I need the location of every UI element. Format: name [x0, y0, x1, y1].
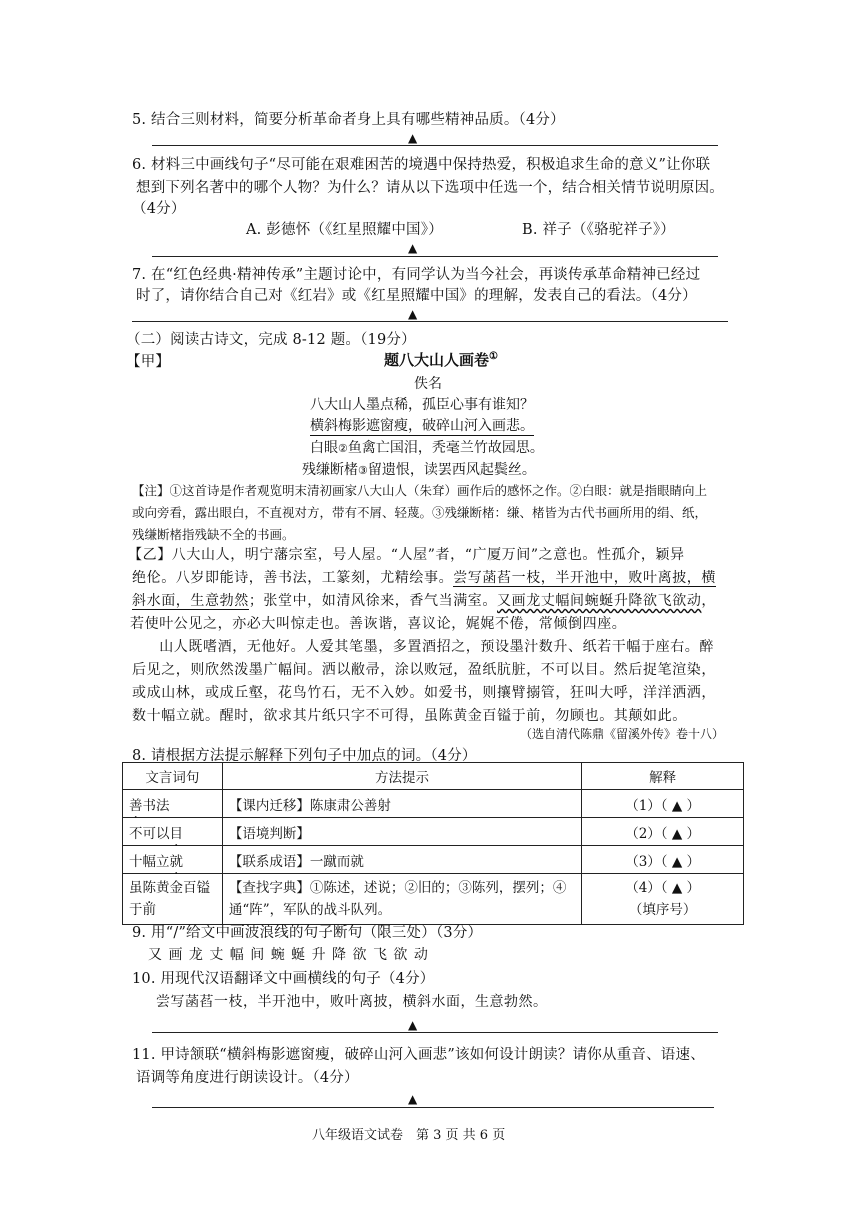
prose-text: ；张堂中，如清风徐来，香气当满室。: [248, 593, 498, 609]
question-6-line3: （4分）: [132, 201, 186, 217]
answer-marker: ▲: [408, 241, 418, 255]
prose-line-6: 后见之，则欣然泼墨广幅间。洒以敝帚，涂以败冠，盈纸肮脏，不可以目。然后捉笔渲染，: [132, 662, 716, 678]
poem-line-2: 横斜梅影遮窗瘦，破碎山河入画悲。: [310, 415, 534, 436]
prose-line-2: [132, 567, 716, 590]
poem-author: 佚名: [414, 376, 442, 392]
q8-table: [122, 762, 744, 925]
table-header: 方法提示: [222, 763, 581, 790]
question-9: 9. 用“/”给文中画波浪线的句子断句（限三处）（3分）: [132, 925, 483, 941]
phrase-text: 不可以: [129, 825, 170, 842]
table-row: [123, 874, 744, 925]
prose-line-5: 山人既嗜酒，无他好。人爱其笔墨，多置酒招之，预设墨汁数升、纸若干幅于座右。醉: [130, 639, 714, 655]
poem-line-4: [302, 459, 536, 479]
hint-cell: 【语境判断】: [222, 818, 581, 846]
table-row: [123, 790, 744, 818]
prose-line-1: 【乙】八大山人，明宁藩宗室，号人屋。“人屋”者，“广厦万间”之意也。性孤介，颖异: [128, 547, 685, 563]
answer-cell-1[interactable]: （1）（ ▲ ）: [582, 790, 744, 818]
phrase-text: 十幅立: [129, 853, 170, 870]
question-11-line2: 语调等角度进行朗读设计。（4分）: [136, 1070, 359, 1086]
poem-line-3: [310, 437, 544, 457]
question-10: 10. 用现代汉语翻译文中画横线的句子（4分）: [132, 971, 435, 987]
answer-cell-4[interactable]: [582, 874, 744, 925]
option-a: A. 彭德怀（《红星照耀中国》）: [246, 222, 443, 238]
underlined-sentence: 斜水面，生意勃然: [132, 593, 249, 609]
dotted-word: 目: [169, 825, 183, 842]
section-heading: （二）阅读古诗文，完成 8-12 题。（19分）: [126, 332, 416, 348]
phrase-text: 黄金百镒于前: [129, 880, 210, 918]
answer-marker: ▲: [408, 1092, 418, 1106]
poem-text: 留遗恨，读罢西风起鬓丝。: [367, 462, 536, 478]
question-8: 8. 请根据方法提示解释下列句子中加点的词。（4分）: [132, 748, 477, 764]
answer-line-5[interactable]: [152, 145, 718, 146]
poem-text: 鱼禽亡国泪，秃毫兰竹故园思。: [347, 440, 544, 456]
answer-line-7[interactable]: [132, 321, 728, 322]
notes-line-3: 残缣断楮指残缺不全的书画。: [132, 527, 295, 542]
dotted-word: 陈: [142, 880, 156, 896]
phrase-text: 虽: [129, 880, 143, 896]
question-7-line1: 7. 在“红色经典·精神传承”主题讨论中，有同学认为当今社会，再谈传承革命精神已经过: [132, 267, 701, 283]
hint-cell: 【查找字典】①陈述，述说；②旧的；③陈列，摆列；④通“阵”，军队的战斗队列。: [222, 874, 581, 925]
answer-line-6[interactable]: [152, 256, 718, 257]
prose-line-3: [132, 590, 716, 613]
poem-tag: 【甲】: [126, 354, 171, 370]
answer-hint: （填序号）: [628, 902, 697, 918]
hint-cell: 【联系成语】一蹴而就: [222, 846, 581, 874]
dotted-word: 就: [169, 853, 183, 870]
answer-text: （4）（ ▲ ）: [625, 880, 701, 896]
prose-text: ，: [701, 593, 717, 609]
question-7-line2: 时了，请你结合自己对《红岩》或《红星照耀中国》的理解，发表自己的看法。（4分）: [136, 288, 697, 304]
answer-marker: ▲: [408, 1018, 418, 1032]
underlined-sentence: 尝写菡萏一枝，半开池中，败叶离披，横: [453, 570, 717, 586]
notes-line-2: 或向旁看，露出眼白，不直视对方，带有不屑、轻蔑。③残缣断楮：缣、楮皆为古代书画所用的绢、纸，: [132, 505, 708, 520]
poem-text: 残缣断楮: [302, 462, 358, 478]
wavy-sentence: 又画龙丈幅间蜿蜒升降欲飞欲动: [497, 593, 702, 609]
page-footer: 八年级语文试卷 第 3 页 共 6 页: [312, 1128, 506, 1143]
footnote-ref: ③: [358, 464, 368, 477]
answer-cell-2[interactable]: （2）（ ▲ ）: [582, 818, 744, 846]
table-row: [123, 818, 744, 846]
prose-line-4: 若使叶公见之，亦必大叫惊走也。善诙谐，喜议论，娓娓不倦，常倾倒四座。: [130, 616, 627, 632]
prose-line-7: 或成山林，或成丘壑，花鸟竹石，无不入妙。如爱书，则攘臂搦管，狂叫大呼，洋洋洒洒，: [132, 685, 716, 701]
question-6-line1: 6. 材料三中画线句子“尽可能在艰难困苦的境遇中保持热爱，积极追求生命的意义”让你联: [132, 157, 711, 173]
phrase-cell: [123, 790, 223, 818]
table-header: 解释: [582, 763, 744, 790]
answer-marker: ▲: [408, 307, 418, 321]
q10-sentence: 尝写菡萏一枝，半开池中，败叶离披，横斜水面，生意勃然。: [156, 994, 548, 1010]
poem-text: 白眼: [310, 440, 338, 456]
prose-line-8: 数十幅立就。醒时，欲求其片纸只字不可得，虽陈黄金百镒于前，勿顾也。其颠如此。: [132, 708, 687, 724]
table-row: [123, 846, 744, 874]
phrase-cell: [123, 846, 223, 874]
question-5: 5. 结合三则材料，简要分析革命者身上具有哪些精神品质。（4分）: [132, 112, 565, 128]
hint-cell: 【课内迁移】陈康肃公善射: [222, 790, 581, 818]
answer-line-10[interactable]: [152, 1032, 718, 1033]
question-6-line2: 想到下列名著中的哪个人物？为什么？请从以下选项中任选一个，结合相关情节说明原因。: [136, 180, 724, 196]
answer-line-11[interactable]: [152, 1107, 714, 1108]
table-header: 文言词句: [123, 763, 223, 790]
phrase-text: 书法: [142, 797, 170, 814]
q9-sentence[interactable]: 又 画 龙 丈 幅 间 蜿 蜒 升 降 欲 飞 欲 动: [148, 947, 429, 963]
poem-title: [384, 349, 498, 370]
table-header-row: [123, 763, 744, 790]
poem-title-text: 题八大山人画卷: [384, 351, 490, 369]
prose-source: （选自清代陈鼎《留溪外传》卷十八）: [520, 727, 725, 741]
answer-marker: ▲: [408, 131, 418, 145]
footnote-ref: ②: [338, 442, 348, 455]
poem-line-1: 八大山人墨点稀，孤臣心事有谁知？: [310, 397, 534, 413]
option-b: B. 祥子（《骆驼祥子》）: [522, 222, 675, 238]
phrase-cell: [123, 874, 223, 925]
question-11-line1: 11. 甲诗颔联“横斜梅影遮窗瘦，破碎山河入画悲”该如何设计朗读？请你从重音、语速、: [132, 1047, 705, 1063]
dotted-word: 善: [129, 797, 143, 814]
prose-text: 绝伦。八岁即能诗，善书法，工篆刻，尤精绘事。: [132, 570, 454, 586]
answer-cell-3[interactable]: （3）（ ▲ ）: [582, 846, 744, 874]
footnote-ref: ①: [489, 351, 498, 362]
notes-line-1: 【注】①这首诗是作者观览明末清初画家八大山人（朱耷）画作后的感怀之作。②白眼：就是指眼睛向上: [132, 483, 708, 498]
